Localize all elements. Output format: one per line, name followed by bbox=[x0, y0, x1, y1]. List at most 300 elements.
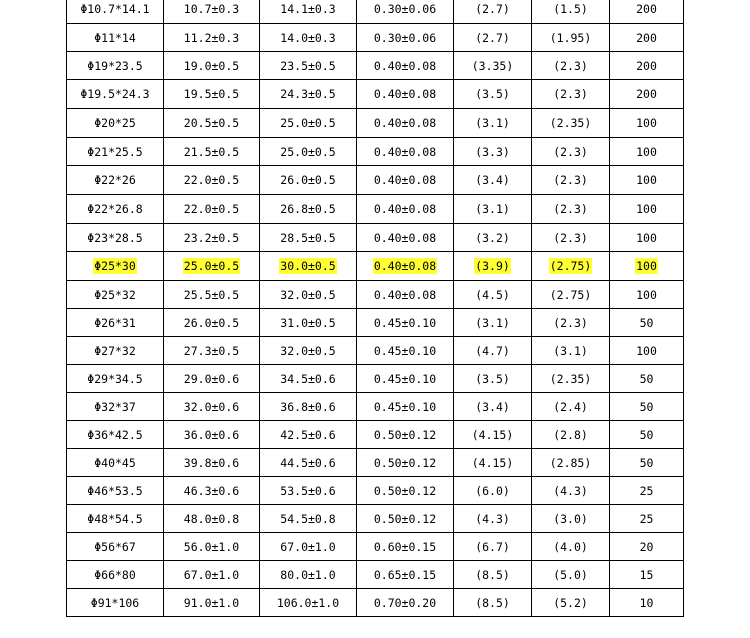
cell-text: (4.7) bbox=[475, 343, 510, 358]
outer-diameter-cell bbox=[260, 421, 357, 449]
height-cell bbox=[454, 309, 532, 337]
size-cell bbox=[67, 477, 164, 505]
inner-diameter-cell bbox=[164, 309, 260, 337]
outer-diameter-cell bbox=[260, 109, 357, 138]
cell-text: 0.40±0.08 bbox=[373, 87, 437, 101]
cell-text: 0.40±0.08 bbox=[373, 144, 437, 159]
cell-text: 30.0±0.5 bbox=[280, 259, 336, 273]
quantity-cell bbox=[610, 80, 684, 109]
wire-cell bbox=[532, 365, 610, 393]
cell-text: 200 bbox=[636, 87, 657, 101]
cell-text: 0.70±0.20 bbox=[373, 595, 437, 610]
cell-text: Φ48*54.5 bbox=[87, 511, 143, 526]
cell-text: 0.50±0.12 bbox=[373, 455, 437, 470]
cell-text: 0.60±0.15 bbox=[373, 539, 437, 554]
cell-text: 0.30±0.06 bbox=[373, 30, 437, 45]
cell-text: (4.15) bbox=[471, 427, 514, 442]
cell-text: (2.35) bbox=[549, 116, 592, 130]
cell-text: 200 bbox=[636, 2, 657, 16]
size-cell bbox=[67, 52, 164, 80]
thickness-cell bbox=[357, 24, 454, 52]
thickness-cell bbox=[357, 505, 454, 533]
inner-diameter-cell bbox=[164, 337, 260, 365]
cell-text: (3.9) bbox=[475, 259, 510, 273]
outer-diameter-cell bbox=[260, 477, 357, 505]
outer-diameter-cell bbox=[260, 337, 357, 365]
thickness-cell bbox=[357, 195, 454, 224]
inner-diameter-cell bbox=[164, 477, 260, 505]
cell-text: 27.3±0.5 bbox=[183, 343, 240, 358]
wire-cell bbox=[532, 224, 610, 252]
outer-diameter-cell bbox=[260, 589, 357, 617]
inner-diameter-cell bbox=[164, 80, 260, 109]
table-row bbox=[67, 52, 684, 80]
cell-text: 0.65±0.15 bbox=[373, 567, 437, 582]
height-cell bbox=[454, 561, 532, 589]
table-row bbox=[67, 589, 684, 617]
cell-text: 24.3±0.5 bbox=[280, 87, 336, 101]
cell-text: (4.5) bbox=[475, 287, 510, 302]
size-cell bbox=[67, 589, 164, 617]
cell-text: 80.0±1.0 bbox=[280, 567, 336, 582]
cell-text: 100 bbox=[636, 259, 657, 273]
cell-text: 25 bbox=[639, 483, 654, 498]
quantity-cell bbox=[610, 0, 684, 24]
cell-text: Φ25*30 bbox=[94, 259, 136, 273]
cell-text: (5.0) bbox=[553, 567, 588, 582]
size-cell bbox=[67, 561, 164, 589]
size-cell bbox=[67, 24, 164, 52]
size-cell bbox=[67, 109, 164, 138]
cell-text: (3.5) bbox=[475, 87, 510, 101]
quantity-cell bbox=[610, 449, 684, 477]
inner-diameter-cell bbox=[164, 561, 260, 589]
thickness-cell bbox=[357, 589, 454, 617]
cell-text: 0.45±0.10 bbox=[373, 399, 437, 414]
height-cell bbox=[454, 52, 532, 80]
thickness-cell bbox=[357, 365, 454, 393]
cell-text: 10 bbox=[639, 595, 654, 610]
thickness-cell bbox=[357, 533, 454, 561]
cell-text: 21.5±0.5 bbox=[183, 144, 240, 159]
cell-text: Φ56*67 bbox=[94, 539, 136, 554]
cell-text: 50 bbox=[639, 371, 654, 386]
height-cell bbox=[454, 138, 532, 166]
wire-cell bbox=[532, 449, 610, 477]
cell-text: 44.5±0.6 bbox=[280, 455, 336, 470]
outer-diameter-cell bbox=[260, 393, 357, 421]
cell-text: (3.5) bbox=[475, 371, 510, 386]
cell-text: 20 bbox=[639, 539, 654, 554]
size-cell bbox=[67, 505, 164, 533]
cell-text: 14.0±0.3 bbox=[280, 30, 336, 45]
thickness-cell bbox=[357, 138, 454, 166]
cell-text: 106.0±1.0 bbox=[276, 595, 340, 610]
table-row bbox=[67, 309, 684, 337]
inner-diameter-cell bbox=[164, 421, 260, 449]
cell-text: 46.3±0.6 bbox=[183, 483, 240, 498]
outer-diameter-cell bbox=[260, 449, 357, 477]
inner-diameter-cell bbox=[164, 589, 260, 617]
size-cell bbox=[67, 138, 164, 166]
quantity-cell bbox=[610, 138, 684, 166]
quantity-cell bbox=[610, 365, 684, 393]
inner-diameter-cell bbox=[164, 24, 260, 52]
cell-text: (2.3) bbox=[553, 58, 588, 73]
cell-text: (3.1) bbox=[475, 315, 510, 330]
wire-cell bbox=[532, 309, 610, 337]
cell-text: (2.8) bbox=[553, 427, 588, 442]
table-row bbox=[67, 477, 684, 505]
cell-text: 100 bbox=[636, 144, 657, 159]
outer-diameter-cell bbox=[260, 24, 357, 52]
thickness-cell bbox=[357, 337, 454, 365]
cell-text: 0.40±0.08 bbox=[373, 287, 437, 302]
cell-text: Φ27*32 bbox=[94, 343, 136, 358]
cell-text: 20.5±0.5 bbox=[183, 116, 240, 130]
cell-text: Φ26*31 bbox=[94, 315, 136, 330]
size-cell bbox=[67, 80, 164, 109]
quantity-cell bbox=[610, 224, 684, 252]
cell-text: 0.50±0.12 bbox=[373, 511, 437, 526]
cell-text: (3.1) bbox=[475, 116, 510, 130]
cell-text: Φ20*25 bbox=[94, 116, 136, 130]
cell-text: 0.45±0.10 bbox=[373, 343, 437, 358]
thickness-cell bbox=[357, 477, 454, 505]
size-cell bbox=[67, 0, 164, 24]
cell-text: 50 bbox=[639, 455, 654, 470]
quantity-cell bbox=[610, 477, 684, 505]
cell-text: Φ91*106 bbox=[90, 595, 140, 610]
table-row bbox=[67, 393, 684, 421]
table-row bbox=[67, 505, 684, 533]
size-cell bbox=[67, 195, 164, 224]
cell-text: (4.15) bbox=[471, 455, 514, 470]
quantity-cell bbox=[610, 561, 684, 589]
wire-cell bbox=[532, 533, 610, 561]
cell-text: Φ11*14 bbox=[94, 30, 136, 45]
outer-diameter-cell bbox=[260, 224, 357, 252]
outer-diameter-cell bbox=[260, 80, 357, 109]
cell-text: 0.40±0.08 bbox=[373, 202, 437, 216]
cell-text: 0.50±0.12 bbox=[373, 483, 437, 498]
height-cell bbox=[454, 393, 532, 421]
outer-diameter-cell bbox=[260, 166, 357, 195]
inner-diameter-cell bbox=[164, 138, 260, 166]
cell-text: 11.2±0.3 bbox=[183, 30, 240, 45]
cell-text: 200 bbox=[636, 30, 657, 45]
inner-diameter-cell bbox=[164, 365, 260, 393]
outer-diameter-cell bbox=[260, 138, 357, 166]
height-cell bbox=[454, 252, 532, 281]
table-row bbox=[67, 561, 684, 589]
cell-text: Φ36*42.5 bbox=[87, 427, 143, 442]
wire-cell bbox=[532, 477, 610, 505]
cell-text: 100 bbox=[636, 173, 657, 187]
cell-text: 50 bbox=[639, 427, 654, 442]
height-cell bbox=[454, 421, 532, 449]
outer-diameter-cell bbox=[260, 309, 357, 337]
quantity-cell bbox=[610, 166, 684, 195]
wire-cell bbox=[532, 281, 610, 309]
cell-text: (3.35) bbox=[471, 58, 514, 73]
height-cell bbox=[454, 80, 532, 109]
cell-text: 54.5±0.8 bbox=[280, 511, 336, 526]
cell-text: 0.40±0.08 bbox=[373, 259, 437, 273]
size-cell bbox=[67, 533, 164, 561]
size-cell bbox=[67, 224, 164, 252]
table-row bbox=[67, 138, 684, 166]
cell-text: (2.3) bbox=[553, 315, 588, 330]
wire-cell bbox=[532, 561, 610, 589]
cell-text: Φ29*34.5 bbox=[87, 371, 143, 386]
quantity-cell bbox=[610, 505, 684, 533]
table-row bbox=[67, 281, 684, 309]
quantity-cell bbox=[610, 309, 684, 337]
table-row bbox=[67, 166, 684, 195]
cell-text: 50 bbox=[639, 315, 654, 330]
size-cell bbox=[67, 365, 164, 393]
cell-text: (8.5) bbox=[475, 567, 510, 582]
quantity-cell bbox=[610, 52, 684, 80]
quantity-cell bbox=[610, 337, 684, 365]
cell-text: (2.7) bbox=[475, 2, 510, 16]
cell-text: 25.0±0.5 bbox=[183, 259, 240, 273]
cell-text: 32.0±0.6 bbox=[183, 399, 240, 414]
cell-text: 39.8±0.6 bbox=[183, 455, 240, 470]
highlighted-table-row bbox=[67, 252, 684, 281]
cell-text: (4.0) bbox=[553, 539, 588, 554]
inner-diameter-cell bbox=[164, 166, 260, 195]
cell-text: 25 bbox=[639, 511, 654, 526]
cell-text: 14.1±0.3 bbox=[280, 2, 336, 16]
cell-text: 36.8±0.6 bbox=[280, 399, 336, 414]
inner-diameter-cell bbox=[164, 393, 260, 421]
cell-text: 23.5±0.5 bbox=[280, 58, 336, 73]
height-cell bbox=[454, 533, 532, 561]
cell-text: 50 bbox=[639, 399, 654, 414]
cell-text: (3.1) bbox=[553, 343, 588, 358]
cell-text: 100 bbox=[636, 230, 657, 245]
spec-table-body bbox=[67, 0, 684, 617]
quantity-cell bbox=[610, 281, 684, 309]
cell-text: (2.3) bbox=[553, 144, 588, 159]
thickness-cell bbox=[357, 109, 454, 138]
wire-cell bbox=[532, 138, 610, 166]
quantity-cell bbox=[610, 421, 684, 449]
cell-text: 34.5±0.6 bbox=[280, 371, 336, 386]
cell-text: (2.3) bbox=[553, 202, 588, 216]
inner-diameter-cell bbox=[164, 505, 260, 533]
size-cell bbox=[67, 309, 164, 337]
table-row bbox=[67, 533, 684, 561]
cell-text: (2.3) bbox=[553, 173, 588, 187]
thickness-cell bbox=[357, 52, 454, 80]
cell-text: (1.95) bbox=[549, 30, 592, 45]
cell-text: 15 bbox=[639, 567, 654, 582]
cell-text: Φ40*45 bbox=[94, 455, 136, 470]
cell-text: 19.5±0.5 bbox=[183, 87, 240, 101]
thickness-cell bbox=[357, 561, 454, 589]
quantity-cell bbox=[610, 24, 684, 52]
cell-text: Φ21*25.5 bbox=[87, 144, 143, 159]
wire-cell bbox=[532, 337, 610, 365]
outer-diameter-cell bbox=[260, 533, 357, 561]
table-row bbox=[67, 224, 684, 252]
cell-text: 67.0±1.0 bbox=[183, 567, 240, 582]
wire-cell bbox=[532, 0, 610, 24]
cell-text: Φ23*28.5 bbox=[87, 230, 143, 245]
inner-diameter-cell bbox=[164, 224, 260, 252]
cell-text: (3.1) bbox=[475, 202, 510, 216]
wire-cell bbox=[532, 393, 610, 421]
cell-text: 22.0±0.5 bbox=[183, 202, 240, 216]
cell-text: 28.5±0.5 bbox=[280, 230, 336, 245]
cell-text: 26.0±0.5 bbox=[183, 315, 240, 330]
cell-text: Φ32*37 bbox=[94, 399, 136, 414]
cell-text: (6.0) bbox=[475, 483, 510, 498]
quantity-cell bbox=[610, 252, 684, 281]
cell-text: (2.75) bbox=[549, 287, 592, 302]
height-cell bbox=[454, 109, 532, 138]
quantity-cell bbox=[610, 533, 684, 561]
thickness-cell bbox=[357, 281, 454, 309]
wire-cell bbox=[532, 80, 610, 109]
height-cell bbox=[454, 0, 532, 24]
cell-text: 26.0±0.5 bbox=[280, 173, 336, 187]
wire-cell bbox=[532, 589, 610, 617]
cell-text: Φ46*53.5 bbox=[87, 483, 143, 498]
cell-text: Φ19.5*24.3 bbox=[80, 87, 150, 101]
cell-text: 10.7±0.3 bbox=[183, 2, 240, 16]
cell-text: 100 bbox=[636, 116, 657, 130]
inner-diameter-cell bbox=[164, 109, 260, 138]
cell-text: Φ10.7*14.1 bbox=[80, 2, 150, 16]
outer-diameter-cell bbox=[260, 52, 357, 80]
height-cell bbox=[454, 589, 532, 617]
cell-text: 0.40±0.08 bbox=[373, 173, 437, 187]
wire-cell bbox=[532, 24, 610, 52]
size-cell bbox=[67, 421, 164, 449]
cell-text: (5.2) bbox=[553, 595, 588, 610]
thickness-cell bbox=[357, 80, 454, 109]
wire-cell bbox=[532, 421, 610, 449]
inner-diameter-cell bbox=[164, 0, 260, 24]
table-row bbox=[67, 337, 684, 365]
cell-text: 32.0±0.5 bbox=[280, 343, 336, 358]
cell-text: 100 bbox=[636, 343, 657, 358]
outer-diameter-cell bbox=[260, 505, 357, 533]
table-row bbox=[67, 449, 684, 477]
cell-text: 53.5±0.6 bbox=[280, 483, 336, 498]
cell-text: (2.3) bbox=[553, 230, 588, 245]
table-row bbox=[67, 195, 684, 224]
cell-text: 100 bbox=[636, 287, 657, 302]
size-cell bbox=[67, 337, 164, 365]
cell-text: 48.0±0.8 bbox=[183, 511, 240, 526]
quantity-cell bbox=[610, 589, 684, 617]
cell-text: 200 bbox=[636, 58, 657, 73]
cell-text: 0.40±0.08 bbox=[373, 58, 437, 73]
cell-text: 100 bbox=[636, 202, 657, 216]
cell-text: Φ22*26.8 bbox=[87, 202, 143, 216]
outer-diameter-cell bbox=[260, 0, 357, 24]
cell-text: Φ66*80 bbox=[94, 567, 136, 582]
outer-diameter-cell bbox=[260, 281, 357, 309]
cell-text: Φ22*26 bbox=[94, 173, 136, 187]
height-cell bbox=[454, 281, 532, 309]
wire-cell bbox=[532, 195, 610, 224]
height-cell bbox=[454, 224, 532, 252]
inner-diameter-cell bbox=[164, 533, 260, 561]
table-row bbox=[67, 109, 684, 138]
thickness-cell bbox=[357, 309, 454, 337]
wire-cell bbox=[532, 505, 610, 533]
inner-diameter-cell bbox=[164, 52, 260, 80]
table-row bbox=[67, 0, 684, 24]
table-row bbox=[67, 421, 684, 449]
quantity-cell bbox=[610, 393, 684, 421]
outer-diameter-cell bbox=[260, 252, 357, 281]
spec-table bbox=[66, 0, 684, 617]
wire-cell bbox=[532, 109, 610, 138]
cell-text: (2.7) bbox=[475, 30, 510, 45]
thickness-cell bbox=[357, 224, 454, 252]
inner-diameter-cell bbox=[164, 449, 260, 477]
cell-text: 91.0±1.0 bbox=[183, 595, 240, 610]
thickness-cell bbox=[357, 166, 454, 195]
size-cell bbox=[67, 166, 164, 195]
cell-text: (2.4) bbox=[553, 399, 588, 414]
cell-text: (1.5) bbox=[553, 2, 588, 16]
thickness-cell bbox=[357, 252, 454, 281]
size-cell bbox=[67, 252, 164, 281]
height-cell bbox=[454, 166, 532, 195]
cell-text: Φ25*32 bbox=[94, 287, 136, 302]
cell-text: (3.2) bbox=[475, 230, 510, 245]
cell-text: 25.0±0.5 bbox=[280, 116, 336, 130]
table-row bbox=[67, 80, 684, 109]
size-cell bbox=[67, 449, 164, 477]
height-cell bbox=[454, 337, 532, 365]
quantity-cell bbox=[610, 195, 684, 224]
cell-text: Φ19*23.5 bbox=[87, 58, 143, 73]
height-cell bbox=[454, 195, 532, 224]
height-cell bbox=[454, 365, 532, 393]
thickness-cell bbox=[357, 449, 454, 477]
cell-text: 19.0±0.5 bbox=[183, 58, 240, 73]
table-row bbox=[67, 24, 684, 52]
inner-diameter-cell bbox=[164, 195, 260, 224]
cell-text: (2.3) bbox=[553, 87, 588, 101]
cell-text: 56.0±1.0 bbox=[183, 539, 240, 554]
cell-text: (4.3) bbox=[475, 511, 510, 526]
wire-cell bbox=[532, 52, 610, 80]
wire-cell bbox=[532, 166, 610, 195]
cell-text: 0.40±0.08 bbox=[373, 230, 437, 245]
cell-text: (2.85) bbox=[549, 455, 592, 470]
outer-diameter-cell bbox=[260, 195, 357, 224]
cell-text: (8.5) bbox=[475, 595, 510, 610]
thickness-cell bbox=[357, 393, 454, 421]
outer-diameter-cell bbox=[260, 365, 357, 393]
cell-text: 67.0±1.0 bbox=[280, 539, 336, 554]
cell-text: (3.0) bbox=[553, 511, 588, 526]
cell-text: 25.0±0.5 bbox=[280, 144, 336, 159]
height-cell bbox=[454, 449, 532, 477]
cell-text: 42.5±0.6 bbox=[280, 427, 336, 442]
cell-text: 23.2±0.5 bbox=[183, 230, 240, 245]
